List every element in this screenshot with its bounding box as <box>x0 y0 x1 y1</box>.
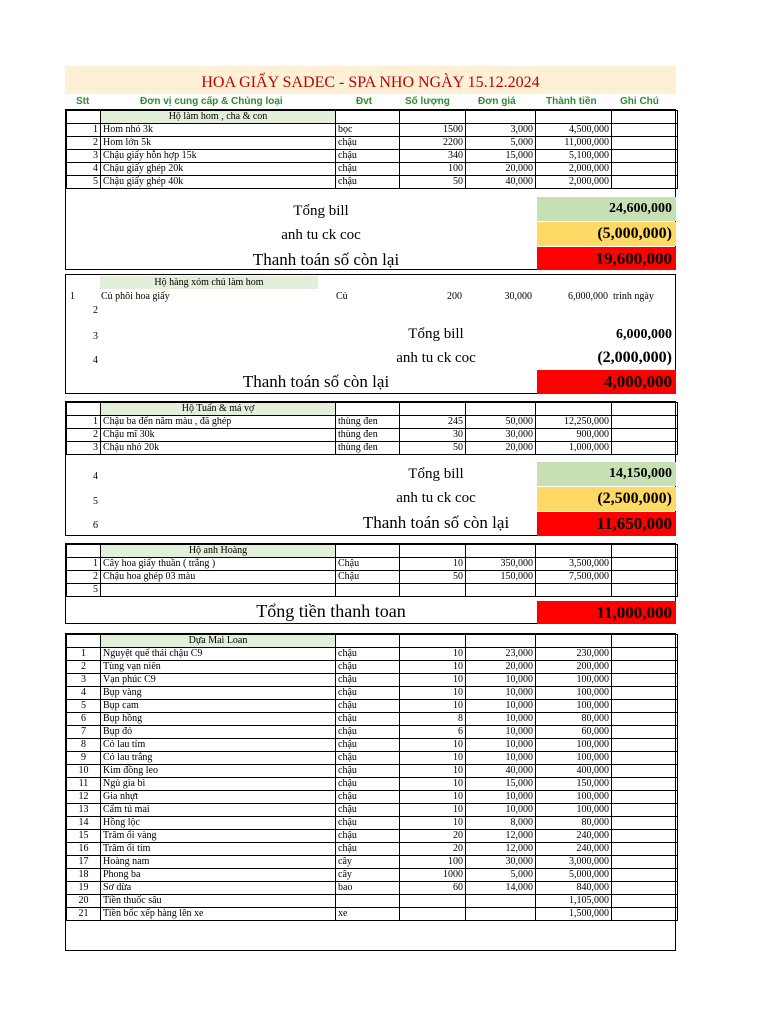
table-row <box>67 804 678 817</box>
row-qty: 200 <box>447 291 462 302</box>
cell-qty: 10 <box>400 778 466 791</box>
cell-price: 10,000 <box>466 804 536 817</box>
section-ho-tuan <box>65 401 676 536</box>
col-header-note: Ghi Chú <box>620 96 659 107</box>
cell-item: Cẩm tú mai <box>101 804 336 817</box>
cell-price: 5,000 <box>466 869 536 882</box>
table-row <box>67 403 678 416</box>
cell-note <box>612 856 678 869</box>
total-bill-value: 14,150,000 <box>537 462 676 486</box>
cell-item: Trâm ổi vàng <box>101 830 336 843</box>
section-4-table <box>66 544 678 597</box>
row-unit: Củ <box>336 291 348 302</box>
total-bill-value: 6,000,000 <box>616 327 672 342</box>
section-5-table <box>66 634 678 921</box>
table-row <box>67 856 678 869</box>
cell-stt: 3 <box>67 674 101 687</box>
table-row: 1 Hom nhỏ 3k bọc 1500 3,000 4,500,000 <box>67 124 678 137</box>
cell-unit: chậu <box>336 674 400 687</box>
table-row <box>67 545 678 558</box>
cell-note <box>612 843 678 856</box>
cell-total: 100,000 <box>536 752 612 765</box>
cell-unit: chậu <box>336 739 400 752</box>
cell-total: 60,000 <box>536 726 612 739</box>
row-stt: 5 <box>93 496 98 507</box>
cell-item: Cỏ lau tím <box>101 739 336 752</box>
table-row <box>67 739 678 752</box>
cell-qty <box>400 895 466 908</box>
total-bill-label: Tổng bill <box>408 326 464 342</box>
table-row <box>67 765 678 778</box>
table-row <box>67 817 678 830</box>
cell-unit: chậu <box>336 700 400 713</box>
cell-unit: chậu <box>336 843 400 856</box>
cell-note <box>612 687 678 700</box>
cell-stt: 8 <box>67 739 101 752</box>
section-name: Hộ Tuấn & má vợ <box>101 403 336 416</box>
table-row <box>67 674 678 687</box>
cell-qty: 20 <box>400 830 466 843</box>
table-row: 4 Chậu giấy ghép 20k chậu 100 20,000 2,000,000 <box>67 163 678 176</box>
section-name: Hộ hàng xóm chú làm hom <box>100 276 318 289</box>
cell-item: Kim đồng leo <box>101 765 336 778</box>
cell-total: 230,000 <box>536 648 612 661</box>
cell-item: Trâm ổi tím <box>101 843 336 856</box>
cell-price <box>466 895 536 908</box>
cell-total: 1,105,000 <box>536 895 612 908</box>
cell-unit: chậu <box>336 817 400 830</box>
table-row: 5 Chậu giấy ghép 40k chậu 50 40,000 2,000,000 <box>67 176 678 189</box>
cell-stt: 12 <box>67 791 101 804</box>
total-bill-label: Tổng bill <box>293 203 349 219</box>
cell-unit: chậu <box>336 804 400 817</box>
cell-item: Tùng vạn niên <box>101 661 336 674</box>
section-name: Hộ anh Hoàng <box>101 545 336 558</box>
col-header-total: Thành tiền <box>546 96 597 107</box>
cell-note <box>612 739 678 752</box>
cell-price: 10,000 <box>466 700 536 713</box>
cell-price: 12,000 <box>466 830 536 843</box>
remaining-label: Thanh toán số còn lại <box>362 513 510 532</box>
cell-item: Bụp hồng <box>101 713 336 726</box>
table-row: 1 Cây hoa giấy thuần ( trắng ) Chậu 10 350,000 3,500,000 <box>67 558 678 571</box>
table-row <box>67 661 678 674</box>
cell-note <box>612 765 678 778</box>
cell-total: 3,000,000 <box>536 856 612 869</box>
cell-total: 1,500,000 <box>536 908 612 921</box>
cell-unit: cây <box>336 856 400 869</box>
cell-note <box>612 804 678 817</box>
cell-item: Bụp cam <box>101 700 336 713</box>
cell-item: Sơ dừa <box>101 882 336 895</box>
cell-item: Hoàng nam <box>101 856 336 869</box>
cell-stt: 2 <box>67 661 101 674</box>
cell-item: Phong ba <box>101 869 336 882</box>
cell-unit: chậu <box>336 752 400 765</box>
cell-stt: 16 <box>67 843 101 856</box>
cell-note <box>612 700 678 713</box>
cell-total: 100,000 <box>536 804 612 817</box>
remaining-value: 4,000,000 <box>537 370 676 394</box>
cell-qty: 10 <box>400 765 466 778</box>
cell-price: 10,000 <box>466 713 536 726</box>
cell-qty: 10 <box>400 661 466 674</box>
row-stt: 4 <box>93 471 98 482</box>
cell-qty: 100 <box>400 856 466 869</box>
cell-stt: 21 <box>67 908 101 921</box>
cell-note <box>612 817 678 830</box>
cell-qty: 10 <box>400 648 466 661</box>
table-row <box>67 713 678 726</box>
remaining-value: 19,600,000 <box>537 247 676 270</box>
section-ho-anh-hoang <box>65 543 676 624</box>
row-stt: 4 <box>93 355 98 366</box>
cell-note <box>612 674 678 687</box>
row-item: Củ phôi hoa giấy <box>101 291 170 302</box>
cell-stt: 4 <box>67 687 101 700</box>
cell-item: Tiền thuốc sâu <box>101 895 336 908</box>
col-header-stt: Stt <box>76 96 90 107</box>
cell-stt: 14 <box>67 817 101 830</box>
cell-qty: 10 <box>400 700 466 713</box>
cell-stt: 13 <box>67 804 101 817</box>
cell-unit: bao <box>336 882 400 895</box>
cell-item: Ngủ gia bì <box>101 778 336 791</box>
cell-qty: 1000 <box>400 869 466 882</box>
table-row <box>67 869 678 882</box>
deposit-value: (2,000,000) <box>597 349 672 366</box>
cell-stt: 5 <box>67 700 101 713</box>
cell-total: 80,000 <box>536 713 612 726</box>
table-row <box>67 882 678 895</box>
remaining-label: Thanh toán số còn lại <box>252 250 400 269</box>
cell-total: 840,000 <box>536 882 612 895</box>
cell-total: 240,000 <box>536 843 612 856</box>
cell-stt: 7 <box>67 726 101 739</box>
row-stt: 6 <box>93 520 98 531</box>
col-header-qty: Số lượng <box>405 96 450 107</box>
cell-price: 10,000 <box>466 752 536 765</box>
row-note: trình ngày <box>613 291 654 302</box>
cell-total: 80,000 <box>536 817 612 830</box>
grand-total-label: Tổng tiền thanh toan <box>256 601 406 621</box>
cell-total: 100,000 <box>536 674 612 687</box>
deposit-label: anh tu ck coc <box>281 227 361 243</box>
cell-qty: 10 <box>400 817 466 830</box>
cell-unit: chậu <box>336 726 400 739</box>
total-bill-label: Tổng bill <box>408 466 464 482</box>
table-row <box>67 843 678 856</box>
table-row <box>67 111 678 124</box>
cell-item: Cỏ lau trắng <box>101 752 336 765</box>
remaining-label: Thanh toán số còn lại <box>242 372 390 391</box>
sheet-title: HOA GIẤY SADEC - SPA NHO NGÀY 15.12.2024 <box>65 66 676 94</box>
row-stt: 2 <box>93 305 98 316</box>
cell-qty: 10 <box>400 804 466 817</box>
table-row <box>67 895 678 908</box>
cell-note <box>612 778 678 791</box>
deposit-value: (2,500,000) <box>537 487 676 511</box>
cell-price: 15,000 <box>466 778 536 791</box>
cell-item: Nguyệt quế thái chậu C9 <box>101 648 336 661</box>
cell-unit: chậu <box>336 648 400 661</box>
total-bill-value: 24,600,000 <box>537 197 676 221</box>
cell-item: Hồng lộc <box>101 817 336 830</box>
cell-qty: 10 <box>400 752 466 765</box>
cell-note <box>612 882 678 895</box>
table-row: 2 Chậu hoa ghép 03 màu Chậu 50 150,000 7,500,000 <box>67 571 678 584</box>
cell-unit: cây <box>336 869 400 882</box>
table-row: 3 Chậu giấy hỗn hợp 15k chậu 340 15,000 5,100,000 <box>67 150 678 163</box>
table-row <box>67 687 678 700</box>
section-ho-lam-hom <box>65 109 676 270</box>
cell-total: 200,000 <box>536 661 612 674</box>
section-1-table <box>66 110 678 189</box>
row-stt: 3 <box>93 331 98 342</box>
cell-unit <box>336 895 400 908</box>
cell-total: 5,000,000 <box>536 869 612 882</box>
grand-total-value: 11,000,000 <box>537 601 676 624</box>
cell-qty: 8 <box>400 713 466 726</box>
table-row <box>67 726 678 739</box>
cell-total: 150,000 <box>536 778 612 791</box>
cell-item: Bụp vàng <box>101 687 336 700</box>
cell-item: Bụp đỏ <box>101 726 336 739</box>
cell-total: 100,000 <box>536 739 612 752</box>
cell-stt: 6 <box>67 713 101 726</box>
section-name: Dựa Mai Loan <box>101 635 336 648</box>
section-ho-hang-xom <box>65 274 676 394</box>
cell-qty: 10 <box>400 674 466 687</box>
row-total: 6,000,000 <box>568 291 608 302</box>
table-row <box>67 791 678 804</box>
cell-stt: 1 <box>67 648 101 661</box>
cell-price: 23,000 <box>466 648 536 661</box>
row-price: 30,000 <box>504 291 532 302</box>
cell-stt: 20 <box>67 895 101 908</box>
cell-note <box>612 648 678 661</box>
cell-stt: 15 <box>67 830 101 843</box>
cell-item: Vạn phúc C9 <box>101 674 336 687</box>
section-dua-mai-loan <box>65 633 676 951</box>
cell-total: 240,000 <box>536 830 612 843</box>
cell-unit: xe <box>336 908 400 921</box>
cell-price: 12,000 <box>466 843 536 856</box>
cell-price <box>466 908 536 921</box>
deposit-label: anh tu ck coc <box>396 490 476 506</box>
cell-total: 100,000 <box>536 791 612 804</box>
cell-price: 10,000 <box>466 674 536 687</box>
table-row: 1 Chậu ba đến năm màu , đã ghép thùng đen 245 50,000 12,250,000 <box>67 416 678 429</box>
cell-total: 400,000 <box>536 765 612 778</box>
cell-price: 10,000 <box>466 739 536 752</box>
cell-unit: chậu <box>336 713 400 726</box>
table-row: 5 <box>67 584 678 597</box>
deposit-value: (5,000,000) <box>537 222 676 246</box>
cell-price: 10,000 <box>466 726 536 739</box>
cell-unit: chậu <box>336 791 400 804</box>
cell-stt: 10 <box>67 765 101 778</box>
table-row: 3 Chậu nhỏ 20k thùng đen 50 20,000 1,000,000 <box>67 442 678 455</box>
cell-qty: 20 <box>400 843 466 856</box>
cell-total: 100,000 <box>536 687 612 700</box>
cell-unit: chậu <box>336 661 400 674</box>
table-row <box>67 778 678 791</box>
cell-note <box>612 830 678 843</box>
cell-note <box>612 713 678 726</box>
cell-qty: 10 <box>400 791 466 804</box>
cell-unit: chậu <box>336 765 400 778</box>
cell-price: 8,000 <box>466 817 536 830</box>
cell-stt: 11 <box>67 778 101 791</box>
cell-stt: 17 <box>67 856 101 869</box>
row-stt: 1 <box>70 291 75 302</box>
cell-item: Gia nhựt <box>101 791 336 804</box>
section-3-table <box>66 402 678 455</box>
cell-qty: 60 <box>400 882 466 895</box>
col-header-price: Đơn giá <box>478 96 516 107</box>
cell-unit: chậu <box>336 830 400 843</box>
table-row <box>67 830 678 843</box>
cell-note <box>612 895 678 908</box>
cell-unit: chậu <box>336 778 400 791</box>
table-row: 2 Hom lớn 5k chậu 2200 5,000 11,000,000 <box>67 137 678 150</box>
table-row <box>67 908 678 921</box>
cell-total: 100,000 <box>536 700 612 713</box>
col-header-item: Đơn vị cung cấp & Chủng loại <box>140 96 283 107</box>
table-row <box>67 700 678 713</box>
table-row <box>67 635 678 648</box>
cell-unit: chậu <box>336 687 400 700</box>
cell-qty: 10 <box>400 739 466 752</box>
cell-note <box>612 661 678 674</box>
cell-stt: 18 <box>67 869 101 882</box>
cell-item: Tiền bốc xếp hàng lên xe <box>101 908 336 921</box>
cell-qty: 6 <box>400 726 466 739</box>
table-row <box>67 752 678 765</box>
cell-note <box>612 791 678 804</box>
remaining-value: 11,650,000 <box>537 512 676 536</box>
deposit-label: anh tu ck coc <box>396 350 476 366</box>
cell-stt: 19 <box>67 882 101 895</box>
table-row: 2 Chậu mĩ 30k thùng đen 30 30,000 900,000 <box>67 429 678 442</box>
cell-price: 40,000 <box>466 765 536 778</box>
cell-price: 30,000 <box>466 856 536 869</box>
table-row <box>67 648 678 661</box>
cell-price: 20,000 <box>466 661 536 674</box>
cell-note <box>612 869 678 882</box>
cell-price: 14,000 <box>466 882 536 895</box>
section-name: Hộ làm hom , cha & con <box>101 111 336 124</box>
cell-price: 10,000 <box>466 687 536 700</box>
cell-note <box>612 726 678 739</box>
cell-qty <box>400 908 466 921</box>
cell-price: 10,000 <box>466 791 536 804</box>
col-header-unit: Đvt <box>356 96 373 107</box>
cell-note <box>612 908 678 921</box>
cell-stt: 9 <box>67 752 101 765</box>
cell-qty: 10 <box>400 687 466 700</box>
cell-note <box>612 752 678 765</box>
